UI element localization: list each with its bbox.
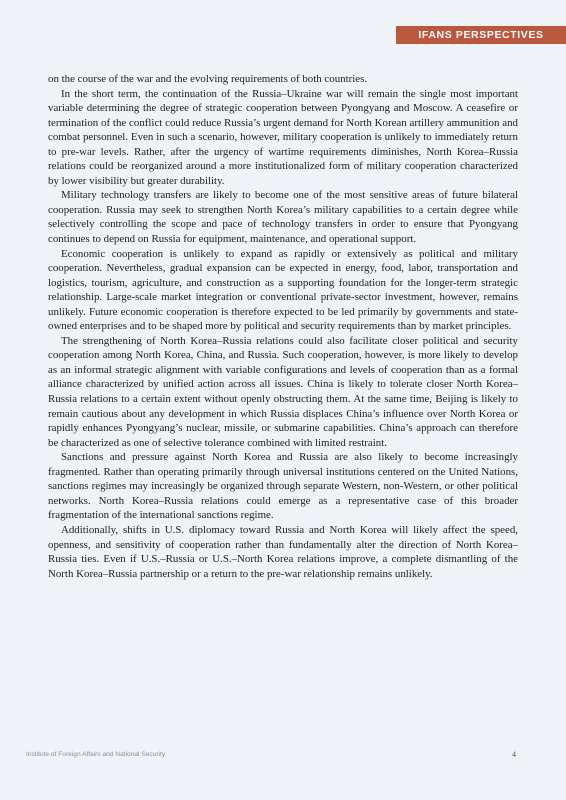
paragraph: Economic cooperation is unlikely to expand as rapidly or extensively as political and military cooperation. Nevertheless, gradual expansion can be expected in energy, food, labor, transportation and logistics, tourism, agriculture, and construction as a supporting foundation for the longer-term strategic relationship. Large-scale market integration or conventional private-sector investment, however, remains unlikely. Future economic cooperation is therefore expected to be led primarily by governments and state-owned enterprises and to be shaped more by political and security requirements than by market principles. <box>48 247 518 333</box>
paragraph: Additionally, shifts in U.S. diplomacy toward Russia and North Korea will likely affect the speed, openness, and sensitivity of cooperation rather than fundamentally alter the direction of North Korea–Russia ties. Even if U.S.–Russia or U.S.–North Korea relations improve, a complete dismantling of the North Korea–Russia partnership or a return to the pre-war relationship remains unlikely. <box>48 523 518 580</box>
banner-label: IFANS PERSPECTIVES <box>418 29 544 41</box>
paragraph: Military technology transfers are likely to become one of the most sensitive areas of future bilateral cooperation. Russia may seek to strengthen North Korea’s military capabilities to a certain degree while selectively controlling the scope and pace of technology transfers in order to ensure that Pyongyang continues to depend on Russia for equipment, maintenance, and operational support. <box>48 189 518 246</box>
body-text <box>48 72 518 581</box>
paragraph: In the short term, the continuation of the Russia–Ukraine war will remain the single most important variable determining the degree of strategic cooperation between Pyongyang and Moscow. A ceasefire or termination of the conflict could reduce Russia’s urgent demand for North Korean artillery ammunition and combat personnel. Even in such a scenario, however, military cooperation is unlikely to immediately return to pre-war levels. Rather, after the urgency of wartime requirements diminishes, North Korea–Russia relations could be reorganized around a more institutionalized form of military cooperation characterized by lower visibility but greater durability. <box>48 87 518 187</box>
footer-institute: Institute of Foreign Affairs and National Security <box>26 751 166 758</box>
section-banner <box>396 26 566 44</box>
paragraph-continuation: on the course of the war and the evolving requirements of both countries. <box>48 73 368 85</box>
paragraph: Sanctions and pressure against North Korea and Russia are also likely to become increasingly fragmented. Rather than operating primarily through universal institutions centered on the United Nations, sanctions regimes may increasingly be organized through separate Western, non-Western, or other political networks. North Korea–Russia relations could emerge as a representative case of this broader fragmentation of the international sanctions regime. <box>48 451 518 522</box>
paragraph: The strengthening of North Korea–Russia relations could also facilitate closer political and security cooperation among North Korea, China, and Russia. Such cooperation, however, is more likely to develop as an informal strategic alignment with variable configurations and levels of cooperation than as a formal alliance characterized by unified action across all issues. China is likely to tolerate closer North Korea–Russia relations to a certain extent without openly obstructing them. At the same time, Beijing is likely to remain cautious about any development in which Russia displaces China’s influence over North Korea or rapidly enhances Pyongyang’s nuclear, missile, or submarine capabilities. China’s approach can therefore be characterized as one of selective tolerance combined with limited restraint. <box>48 334 518 449</box>
page-number: 4 <box>512 750 516 759</box>
